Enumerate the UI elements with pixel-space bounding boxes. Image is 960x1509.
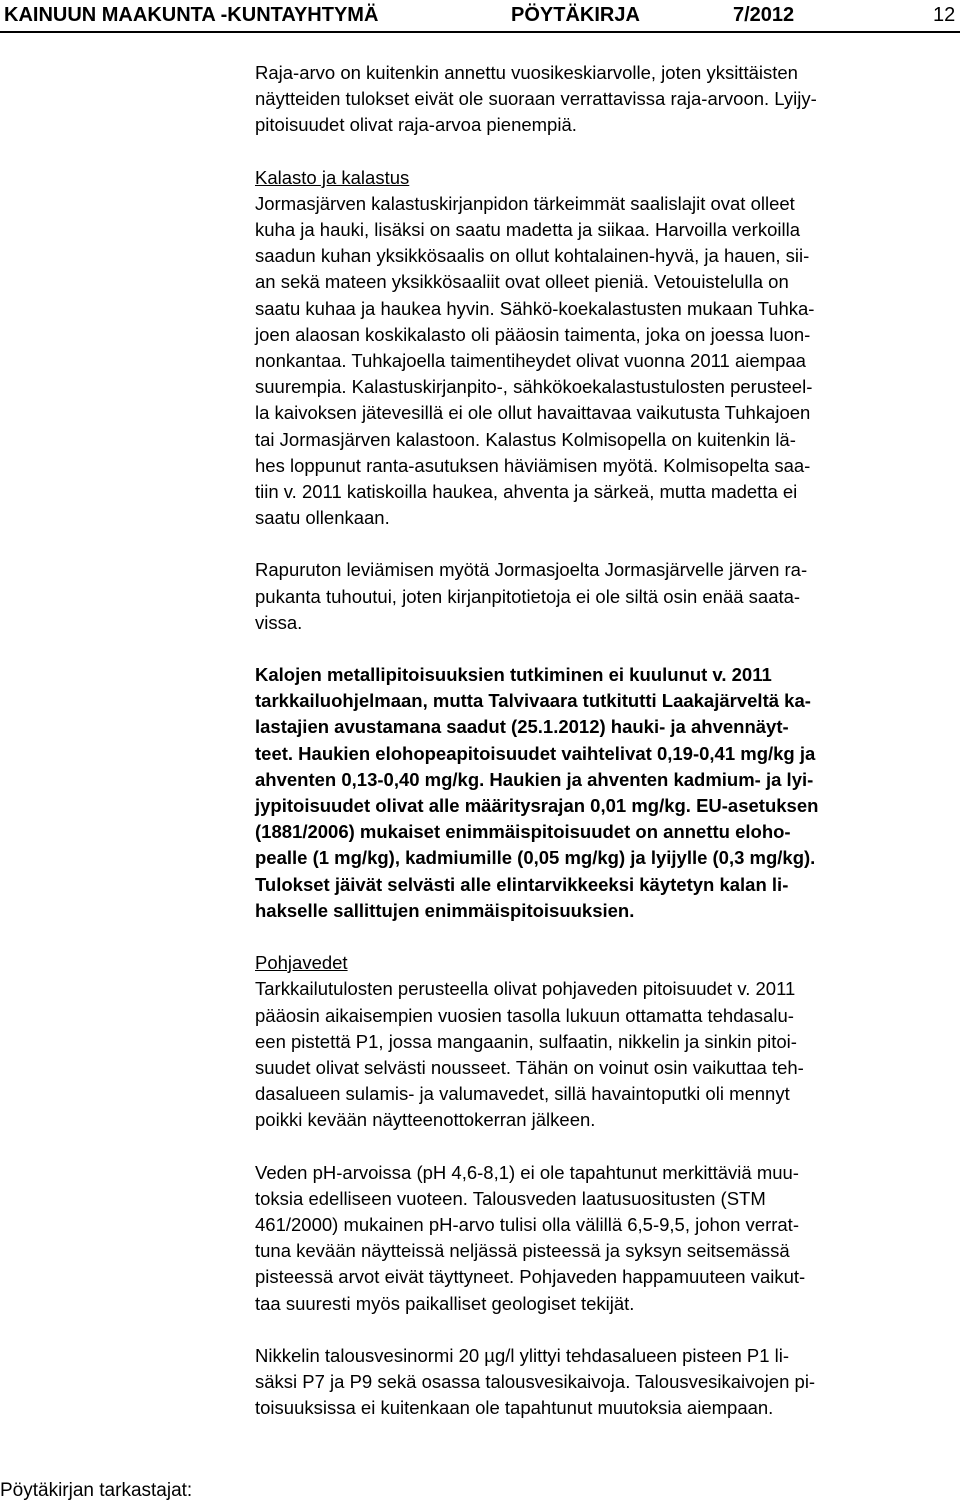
text-line: Raja-arvo on kuitenkin annettu vuosikeskiarvolle, joten yksittäisten: [255, 62, 798, 83]
paragraph-rapurutto: [255, 557, 960, 636]
text-line: tai Jormasjärven kalastoon. Kalastus Kolmisopella on kuitenkin lä-: [255, 428, 796, 450]
text-line: taa suuresti myös paikalliset geologiset tekijät.: [255, 1292, 635, 1314]
text-line: la kaivoksen jätevesillä ei ole ollut havaittavaa vaikutusta Tuhkajoen: [255, 402, 811, 424]
text-line: jypitoisuudet olivat alle määritysrajan 0,01 mg/kg. EU-asetuksen: [255, 795, 819, 817]
organization-name: KAINUUN MAAKUNTA -KUNTAYHTYMÄ: [4, 4, 379, 26]
text-line: hes loppunut ranta-asutuksen häviämisen myötä. Kolmisopelta saa-: [255, 454, 811, 476]
section-heading-pohjavedet: Pohjavedet: [255, 952, 348, 974]
text-line: Kalojen metallipitoisuuksien tutkiminen ei kuulunut v. 2011: [255, 664, 772, 686]
section-heading-kalasto: Kalasto ja kalastus: [255, 166, 410, 188]
document-number: 7/2012: [733, 4, 795, 26]
text-line: nonkantaa. Tuhkajoella taimentiheydet olivat vuonna 2011 aiempaa: [255, 350, 806, 372]
text-line: vissa.: [255, 611, 303, 633]
text-line: tarkkailuohjelmaan, mutta Talvivaara tutkitutti Laakajärveltä ka-: [255, 690, 811, 712]
document-type: PÖYTÄKIRJA: [511, 4, 640, 26]
text-line: saadun kuhan yksikkösaalis on ollut kohtalainen-hyvä, ja hauen, sii-: [255, 245, 810, 267]
text-line: pitoisuudet olivat raja-arvoa pienempiä.: [255, 114, 577, 136]
text-line: säksi P7 ja P9 sekä osassa talousvesikaivoja. Talousvesikaivojen pi-: [255, 1370, 816, 1392]
text-line: Tulokset jäivät selvästi alle elintarvikkeeksi käytetyn kalan li-: [255, 873, 789, 895]
text-line: een pistettä P1, jossa mangaanin, sulfaatin, nikkelin ja sinkin pitoi-: [255, 1030, 797, 1052]
text-line: toisuuksissa ei kuitenkaan ole tapahtunut muutoksia aiempaan.: [255, 1397, 774, 1419]
text-line: näytteiden tulokset eivät ole suoraan verrattavissa raja-arvoon. Lyijy-: [255, 88, 817, 110]
page-number: 12: [933, 4, 956, 26]
header-divider: [0, 31, 960, 33]
text-line: suudet olivat selvästi nousseet. Tähän on voinut osin vaikuttaa teh-: [255, 1056, 804, 1078]
text-line: joen alaosan koskikalasto oli pääosin taimenta, joka on joessa luon-: [255, 323, 811, 345]
text-line: pisteessä arvot eivät täyttyneet. Pohjaveden happamuuteen vaikut-: [255, 1266, 806, 1288]
text-line: Jormasjärven kalastuskirjanpidon tärkeimmät saalislajit ovat olleet: [255, 192, 795, 214]
document-body: [255, 60, 960, 1421]
paragraph-raja-arvo: [255, 60, 960, 139]
text-line: kuha ja hauki, lisäksi on saatu madetta ja siikaa. Harvoilla verkoilla: [255, 219, 800, 241]
text-line: an sekä mateen yksikkösaaliit ovat olleet pieniä. Vetouistelulla on: [255, 271, 789, 293]
text-line: teet. Haukien elohopeapitoisuudet vaihtelivat 0,19-0,41 mg/kg ja: [255, 742, 816, 764]
text-line: Tarkkailutulosten perusteella olivat pohjaveden pitoisuudet v. 2011: [255, 978, 796, 1000]
text-line: tiin v. 2011 katiskoilla haukea, ahventa ja särkeä, mutta madetta ei: [255, 481, 798, 503]
text-line: suurempia. Kalastuskirjanpito-, sähkökoekalastustulosten perusteel-: [255, 376, 813, 398]
text-line: toksia edelliseen vuoteen. Talousveden laatusuositusten (STM: [255, 1187, 766, 1209]
paragraph-ph-arvot: [255, 1160, 960, 1317]
text-line: pukanta tuhoutui, joten kirjanpitotietoja ei ole siltä osin enää saata-: [255, 585, 801, 607]
section-pohjavedet: [255, 950, 960, 1133]
text-line: pealle (1 mg/kg), kadmiumille (0,05 mg/kg) ja lyijylle (0,3 mg/kg).: [255, 847, 816, 869]
paragraph-nikkeli: [255, 1343, 960, 1422]
text-line: dasalueen sulamis- ja valumavedet, sillä havaintoputki oli mennyt: [255, 1083, 790, 1105]
page-header: [0, 0, 960, 30]
text-line: tuna kevään näytteissä neljässä pisteessä ja syksyn seitsemässä: [255, 1240, 790, 1262]
text-line: lastajien avustamana saadut (25.1.2012) hauki- ja ahvennäyt-: [255, 716, 789, 738]
text-line: ahventen 0,13-0,40 mg/kg. Haukien ja ahventen kadmium- ja lyi-: [255, 768, 814, 790]
footer-reviewers-label: Pöytäkirjan tarkastajat:: [0, 1480, 193, 1501]
text-line: 461/2000) mukainen pH-arvo tulisi olla välillä 6,5-9,5, johon verrat-: [255, 1213, 799, 1235]
text-line: saatu kuhaa ja haukea hyvin. Sähkö-koekalastusten mukaan Tuhka-: [255, 297, 815, 319]
text-line: Nikkelin talousvesinormi 20 µg/l ylittyi tehdasalueen pisteen P1 li-: [255, 1344, 790, 1366]
text-line: Veden pH-arvoissa (pH 4,6-8,1) ei ole tapahtunut merkittäviä muu-: [255, 1161, 799, 1183]
text-line: pääosin aikaisempien vuosien tasolla lukuun ottamatta tehdasalu-: [255, 1004, 794, 1026]
text-line: (1881/2006) mukaiset enimmäispitoisuudet on annettu eloho-: [255, 821, 791, 843]
text-line: Rapuruton leviämisen myötä Jormasjoelta Jormasjärvelle järven ra-: [255, 559, 808, 581]
text-line: saatu ollenkaan.: [255, 507, 390, 529]
text-line: hakselle sallittujen enimmäispitoisuuksien.: [255, 899, 635, 921]
text-line: poikki kevään näytteenottokerran jälkeen.: [255, 1109, 596, 1131]
section-kalasto: [255, 165, 960, 532]
paragraph-metallipitoisuudet: [255, 662, 960, 924]
